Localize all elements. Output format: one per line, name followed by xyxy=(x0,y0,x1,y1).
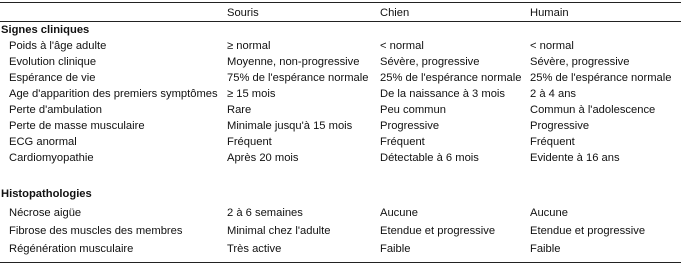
cell-humain: Faible xyxy=(530,243,561,255)
cell-souris: Minimale jusqu'à 15 mois xyxy=(227,120,353,132)
cell-souris: Rare xyxy=(227,104,252,116)
table-row xyxy=(0,118,686,134)
cell-souris: Très active xyxy=(227,243,282,255)
table-row xyxy=(0,150,686,166)
cell-souris: 75% de l'espérance normale xyxy=(227,72,369,84)
cell-humain: 25% de l'espérance normale xyxy=(530,72,672,84)
header-row xyxy=(0,5,686,21)
cell-humain: Evidente à 16 ans xyxy=(530,152,620,164)
row-label: Fibrose des muscles des membres xyxy=(9,225,183,237)
cell-chien: De la naissance à 3 mois xyxy=(380,88,505,100)
cell-humain: Progressive xyxy=(530,120,590,132)
row-label: Evolution clinique xyxy=(9,56,97,68)
row-label: Régénération musculaire xyxy=(9,243,134,255)
top-rule xyxy=(0,2,681,3)
cell-chien: Aucune xyxy=(380,207,418,219)
cell-chien: Détectable à 6 mois xyxy=(380,152,479,164)
cell-chien: Faible xyxy=(380,243,411,255)
table-row xyxy=(0,241,686,257)
table-row xyxy=(0,86,686,102)
cell-souris: ≥ normal xyxy=(227,40,271,52)
column-header-souris: Souris xyxy=(227,7,259,19)
section-title: Signes cliniques xyxy=(1,24,90,36)
cell-souris: Moyenne, non-progressive xyxy=(227,56,360,68)
row-label: Cardiomyopathie xyxy=(9,152,94,164)
row-label: Nécrose aigüe xyxy=(9,207,82,219)
row-label: Perte d'ambulation xyxy=(9,104,102,116)
cell-souris: 2 à 6 semaines xyxy=(227,207,303,219)
cell-chien: < normal xyxy=(380,40,424,52)
table-row xyxy=(0,102,686,118)
cell-humain: Etendue et progressive xyxy=(530,225,646,237)
cell-humain: Fréquent xyxy=(530,136,575,148)
cell-humain: < normal xyxy=(530,40,574,52)
table-row xyxy=(0,134,686,150)
row-label: Poids à l'âge adulte xyxy=(9,40,107,52)
table-row xyxy=(0,54,686,70)
cell-souris: ≥ 15 mois xyxy=(227,88,276,100)
cell-chien: Progressive xyxy=(380,120,440,132)
cell-humain: Sévère, progressive xyxy=(530,56,630,68)
cell-chien: 25% de l'espérance normale xyxy=(380,72,522,84)
table-row xyxy=(0,38,686,54)
cell-chien: Etendue et progressive xyxy=(380,225,496,237)
table-row xyxy=(0,70,686,86)
row-label: ECG anormal xyxy=(9,136,77,148)
section-title-histopathologies xyxy=(0,186,686,202)
cell-chien: Peu commun xyxy=(380,104,446,116)
column-header-chien: Chien xyxy=(380,7,410,19)
cell-souris: Minimal chez l'adulte xyxy=(227,225,331,237)
table-row xyxy=(0,223,686,239)
cell-humain: 2 à 4 ans xyxy=(530,88,577,100)
cell-chien: Fréquent xyxy=(380,136,425,148)
cell-chien: Sévère, progressive xyxy=(380,56,480,68)
table-row xyxy=(0,205,686,221)
column-header-humain: Humain xyxy=(530,7,569,19)
section-title: Histopathologies xyxy=(1,188,92,200)
row-label: Age d'apparition des premiers symptômes xyxy=(9,88,218,100)
row-label: Perte de masse musculaire xyxy=(9,120,145,132)
bottom-rule xyxy=(0,262,681,263)
cell-humain: Commun à l'adolescence xyxy=(530,104,656,116)
row-label: Espérance de vie xyxy=(9,72,96,84)
section-title-signes-cliniques xyxy=(0,22,686,38)
cell-humain: Aucune xyxy=(530,207,568,219)
cell-souris: Après 20 mois xyxy=(227,152,299,164)
cell-souris: Fréquent xyxy=(227,136,272,148)
